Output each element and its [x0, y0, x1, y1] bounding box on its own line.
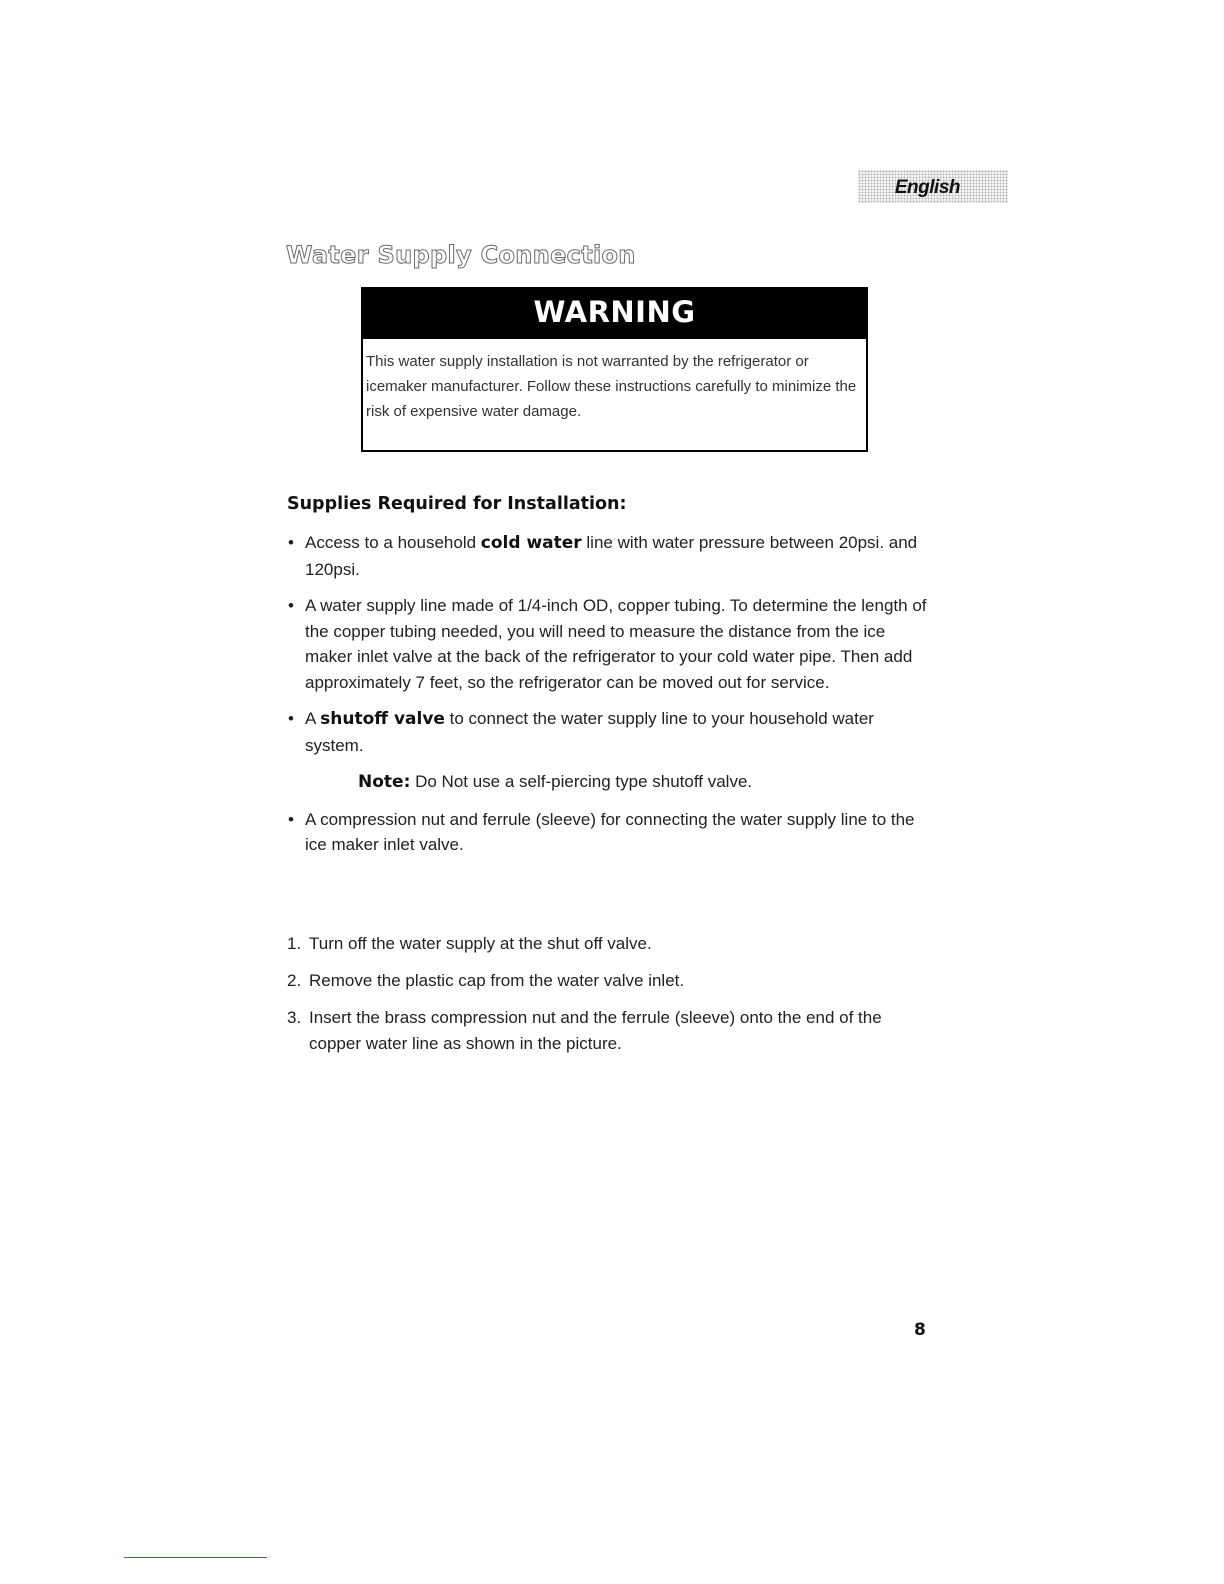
language-tab: English [858, 170, 1008, 203]
step-item [287, 931, 927, 957]
supply-item-shutoff-valve [288, 706, 928, 758]
bullet-icon: • [288, 809, 294, 829]
supplies-heading: Supplies Required for Installation: [287, 494, 627, 514]
supply-item-text: Access to a household [305, 533, 481, 552]
section-title: Water Supply Connection [286, 241, 636, 269]
supply-item-emphasis: cold water [480, 533, 582, 553]
step-item [287, 968, 927, 994]
bullet-icon: • [288, 709, 294, 728]
step-text: Insert the brass compression nut and the ferrule (sleeve) onto the end of the copper water line as shown in the picture. [309, 1008, 882, 1053]
warning-heading: WARNING [363, 289, 866, 339]
note-text: Do Not use a self-piercing type shutoff valve. [410, 772, 753, 791]
supply-item-text: to connect the water supply line to your household water system. [305, 709, 874, 755]
installation-steps [287, 931, 927, 1068]
warning-box [361, 287, 868, 452]
supply-item-copper-tubing [288, 593, 928, 695]
supply-item-text: A compression nut and ferrule (sleeve) for connecting the water supply line to the ice maker inlet valve. [305, 809, 915, 854]
footer-divider [124, 1557, 267, 1558]
step-item [287, 1005, 927, 1056]
step-number: 1. [287, 934, 302, 953]
note-label: Note: [358, 772, 411, 792]
shutoff-valve-note [288, 769, 928, 796]
warning-text: This water supply installation is not warranted by the refrigerator or icemaker manufacturer. Follow these instructions carefully to minimize the risk of expensive water damage. [366, 353, 857, 420]
supply-item-compression-nut [288, 807, 928, 858]
page-number: 8 [914, 1320, 926, 1340]
supply-item-text: line with water pressure between 20psi. and 120psi. [305, 533, 918, 579]
supply-item-cold-water [288, 530, 928, 582]
supply-item-text: A water supply line made of 1/4-inch OD, copper tubing. To determine the length of the copper tubing needed, you will need to measure the distance from the ice maker inlet valve at the back of the refrigerator to your cold water pipe. Then add approximately 7 feet, so the refrigerator can be moved out for service. [305, 596, 927, 692]
step-number: 3. [287, 1008, 302, 1027]
step-number: 2. [287, 971, 302, 990]
supply-item-text: A [305, 709, 321, 728]
bullet-icon: • [288, 533, 294, 552]
supply-item-emphasis: shutoff valve [320, 709, 445, 729]
bullet-icon: • [288, 596, 294, 615]
step-text: Remove the plastic cap from the water valve inlet. [309, 971, 685, 990]
supplies-list [288, 530, 928, 869]
step-text: Turn off the water supply at the shut off valve. [309, 934, 652, 953]
